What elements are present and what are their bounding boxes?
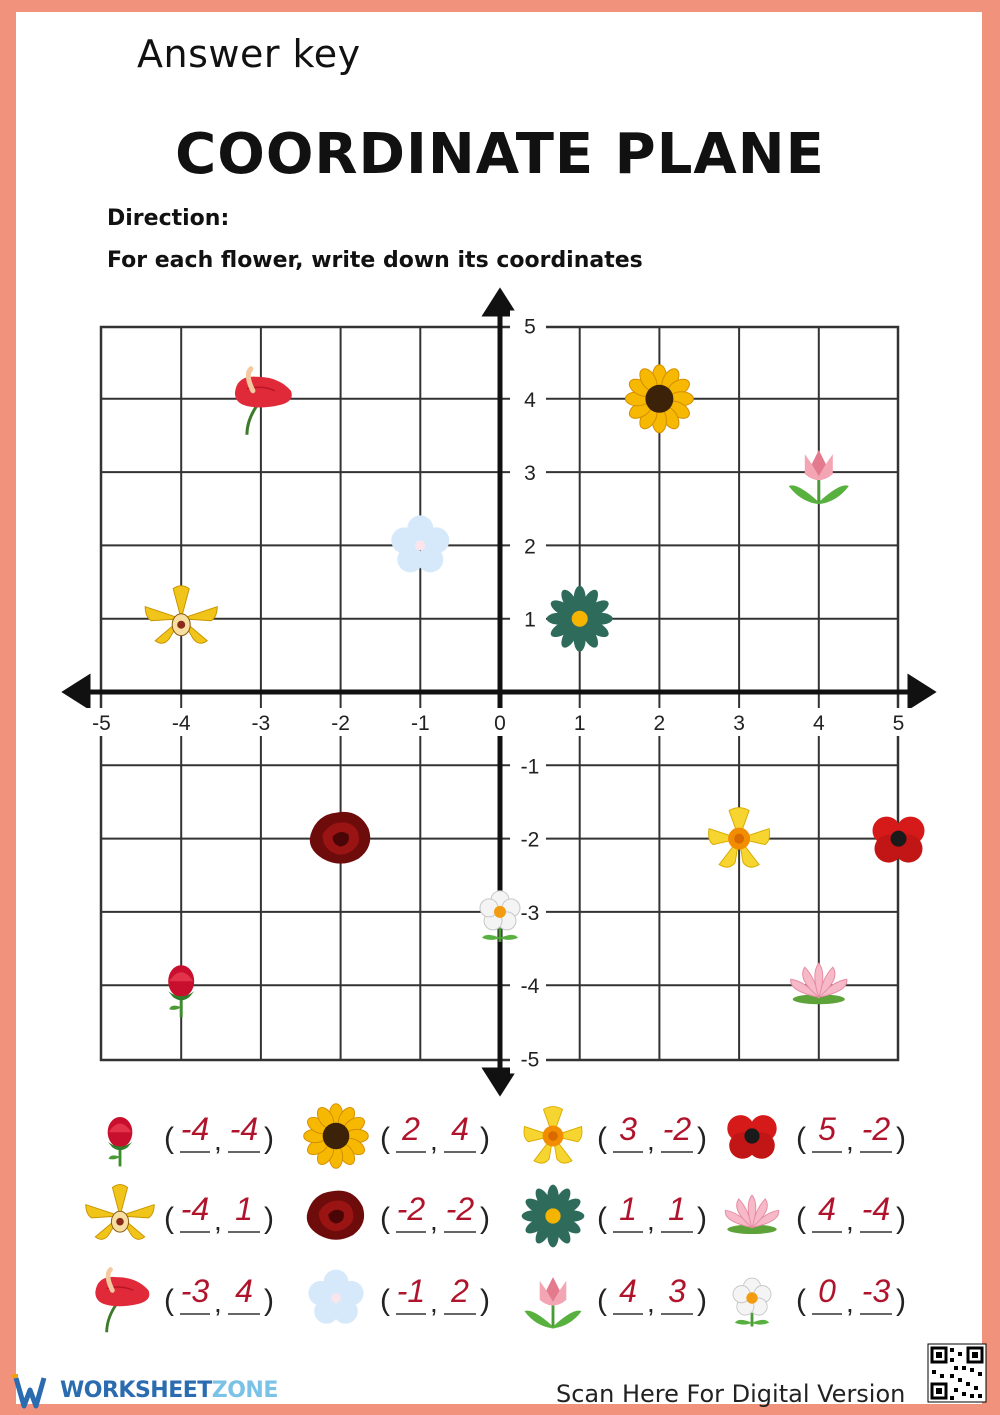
daisy-icon [522, 1185, 585, 1248]
answer-y-value: 4 [235, 1273, 253, 1309]
x-tick-label: -2 [331, 712, 350, 735]
daffodil-icon [524, 1107, 582, 1164]
answer-y-value: -4 [229, 1111, 259, 1147]
answer-item [95, 1270, 274, 1333]
rosebud-icon [168, 965, 194, 1017]
y-tick-label: -3 [520, 901, 540, 925]
open-paren: ( [796, 1284, 806, 1317]
y-tick-label: 5 [524, 315, 536, 339]
open-paren: ( [164, 1284, 174, 1317]
answer-x-value: -4 [180, 1111, 210, 1147]
open-paren: ( [380, 1284, 390, 1317]
scan-text: Scan Here For Digital Version [556, 1380, 906, 1408]
answer-y-value: 1 [235, 1191, 253, 1227]
white-flower-icon [733, 1278, 771, 1326]
answer-x-value: -1 [396, 1273, 426, 1309]
x-tick-label: -1 [410, 712, 430, 735]
close-paren: ) [896, 1284, 906, 1317]
blue-flower-icon [308, 1270, 363, 1324]
answer-y-value: 3 [668, 1273, 686, 1309]
answer-x-value: -3 [180, 1273, 210, 1309]
axes [66, 292, 932, 1092]
y-tick-label: -2 [520, 828, 540, 852]
x-tick-label: 0 [494, 712, 506, 735]
poppy-icon [727, 1115, 776, 1159]
close-paren: ) [264, 1122, 274, 1155]
direction-label: Direction: [107, 206, 230, 231]
answer-x-value: 4 [619, 1273, 637, 1309]
direction-text: For each flower, write down its coordinates [107, 248, 643, 273]
open-paren: ( [597, 1202, 607, 1235]
x-tick-label: 1 [573, 712, 586, 735]
answer-y-value: -2 [861, 1111, 891, 1147]
comma: , [647, 1287, 655, 1318]
poppy-icon [873, 817, 925, 863]
lotus-icon [725, 1195, 778, 1234]
x-tick-label: -3 [251, 712, 271, 735]
answer-item [108, 1111, 274, 1166]
close-paren: ) [480, 1202, 490, 1235]
brand-main: WORKSHEET [60, 1378, 212, 1403]
answer-x-value: 0 [818, 1273, 836, 1309]
answer-item [308, 1270, 490, 1324]
answer-x-value: -4 [180, 1191, 210, 1227]
answer-item [307, 1191, 490, 1240]
answer-y-value: 2 [451, 1273, 469, 1309]
open-paren: ( [796, 1122, 806, 1155]
y-tick-label: 4 [524, 388, 536, 412]
rose-icon [307, 1191, 364, 1240]
comma: , [647, 1125, 655, 1156]
brand-name [60, 1378, 278, 1403]
open-paren: ( [164, 1122, 174, 1155]
comma: , [430, 1205, 438, 1236]
close-paren: ) [697, 1284, 707, 1317]
anthurium-icon [235, 369, 292, 435]
daisy-icon [547, 586, 613, 652]
answer-item [733, 1273, 906, 1327]
y-tick-label: -1 [520, 755, 540, 779]
close-paren: ) [480, 1284, 490, 1317]
answer-y-value: 4 [451, 1111, 469, 1147]
rose-icon [310, 812, 370, 864]
open-paren: ( [597, 1122, 607, 1155]
lotus-icon [791, 963, 847, 1004]
close-paren: ) [896, 1202, 906, 1235]
close-paren: ) [697, 1202, 707, 1235]
close-paren: ) [264, 1202, 274, 1235]
answer-y-value: -3 [861, 1273, 891, 1309]
y-tick-label: -4 [520, 975, 540, 999]
x-tick-label: 5 [892, 712, 905, 735]
comma: , [430, 1125, 438, 1156]
answer-item [727, 1111, 906, 1159]
x-tick-label: -4 [171, 712, 191, 735]
comma: , [214, 1205, 222, 1236]
tulip-icon [525, 1277, 582, 1328]
answer-x-value: 5 [818, 1111, 836, 1147]
answer-x-value: 2 [402, 1111, 420, 1147]
comma: , [430, 1287, 438, 1318]
y-tick-label: 3 [524, 462, 536, 486]
answer-x-value: -2 [396, 1191, 426, 1227]
close-paren: ) [697, 1122, 707, 1155]
answer-item [86, 1185, 274, 1240]
answer-x-value: 1 [619, 1191, 637, 1227]
comma: , [846, 1205, 854, 1236]
page-title: COORDINATE PLANE [175, 122, 825, 187]
answer-item [304, 1104, 490, 1169]
rosebud-icon [108, 1117, 133, 1166]
open-paren: ( [380, 1122, 390, 1155]
comma: , [647, 1205, 655, 1236]
open-paren: ( [796, 1202, 806, 1235]
brand-zone: ZONE [211, 1378, 278, 1403]
qr-code-icon[interactable] [928, 1344, 986, 1402]
answer-item [522, 1185, 707, 1248]
x-tick-label: 4 [812, 712, 825, 735]
open-paren: ( [597, 1284, 607, 1317]
answer-y-value: -2 [662, 1111, 692, 1147]
open-paren: ( [164, 1202, 174, 1235]
comma: , [846, 1287, 854, 1318]
x-tick-label: 2 [653, 712, 666, 735]
answer-x-value: 4 [818, 1191, 836, 1227]
close-paren: ) [896, 1122, 906, 1155]
comma: , [214, 1287, 222, 1318]
y-tick-label: 1 [524, 608, 536, 632]
anthurium-icon [95, 1270, 149, 1333]
sunflower-icon [625, 365, 693, 433]
answer-x-value: 3 [619, 1111, 637, 1147]
sunflower-icon [304, 1104, 369, 1169]
x-tick-label: -5 [92, 712, 111, 735]
brand-logo-icon [12, 1376, 44, 1406]
orchid-icon [86, 1185, 154, 1240]
answer-item [524, 1107, 707, 1164]
close-paren: ) [264, 1284, 274, 1317]
answer-item [725, 1191, 906, 1236]
close-paren: ) [480, 1122, 490, 1155]
y-tick-label: 2 [524, 535, 536, 559]
x-tick-label: 3 [733, 712, 745, 735]
comma: , [214, 1125, 222, 1156]
answer-y-value: -2 [445, 1191, 475, 1227]
answer-item [525, 1273, 708, 1328]
comma: , [846, 1125, 854, 1156]
answer-key-label: Answer key [137, 32, 361, 76]
blue-flower-icon [391, 515, 449, 572]
orchid-icon [145, 586, 217, 644]
answer-y-value: -4 [861, 1191, 891, 1227]
open-paren: ( [380, 1202, 390, 1235]
y-tick-label: -5 [520, 1048, 540, 1072]
answer-y-value: 1 [668, 1191, 686, 1227]
tulip-icon [789, 450, 849, 504]
